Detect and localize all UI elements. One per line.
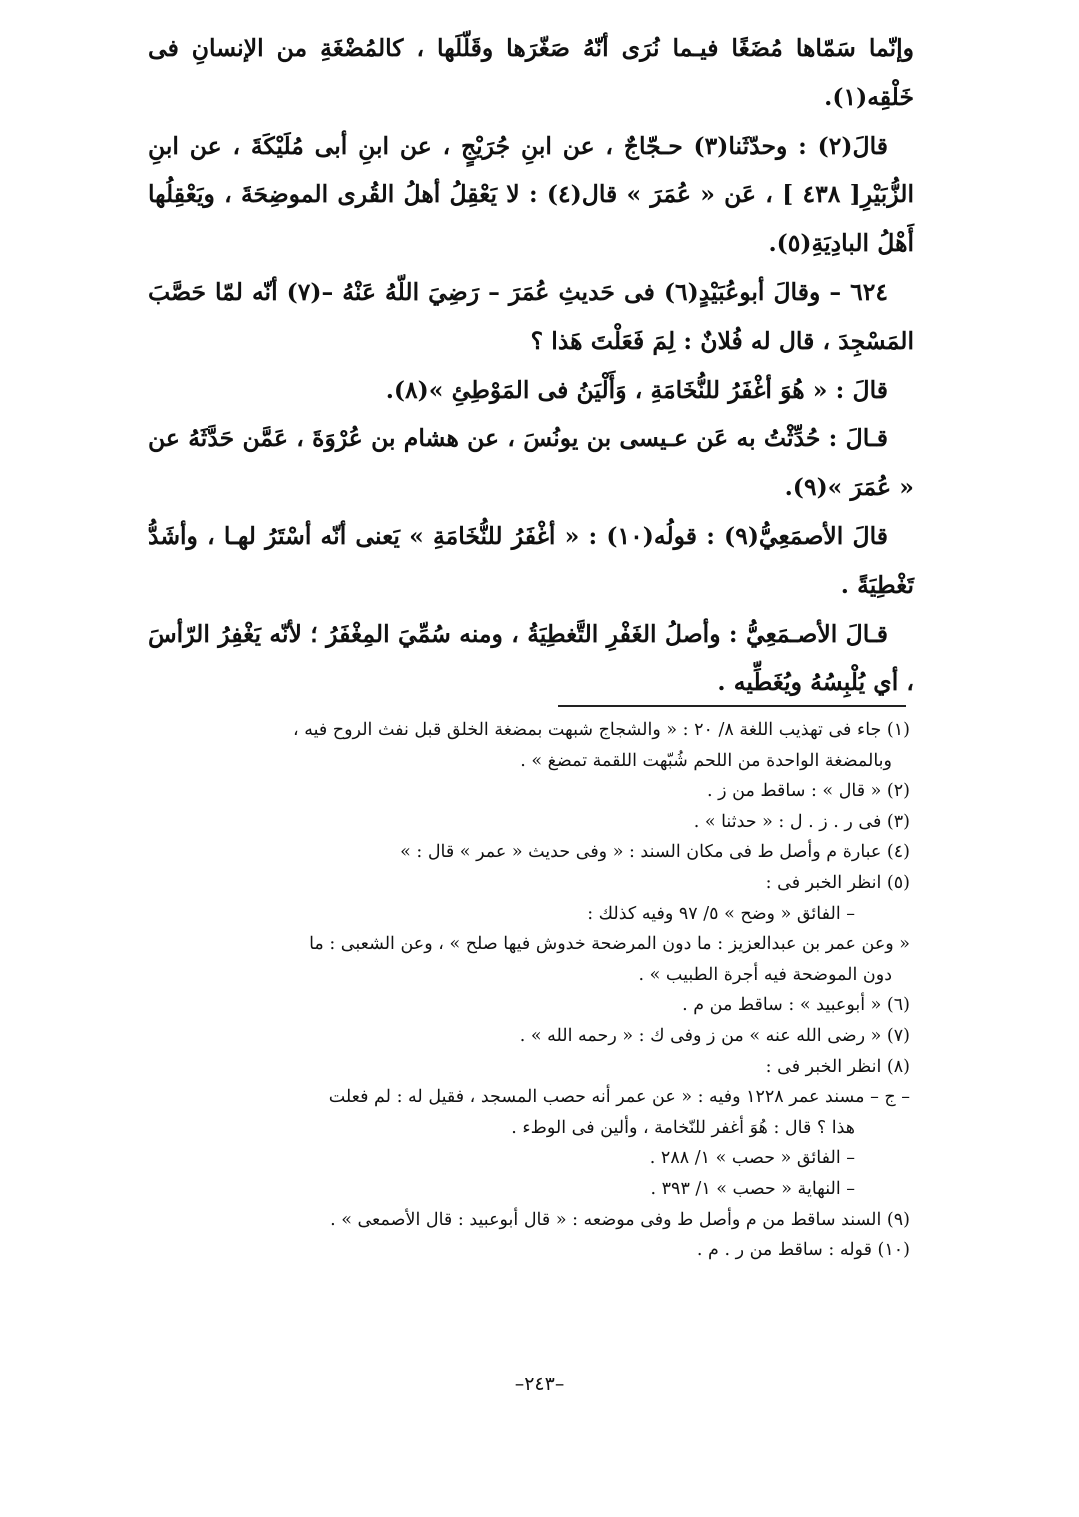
main-text xyxy=(148,24,914,707)
footnote-line: (٢) « قال » : ساقط من ز . xyxy=(707,781,910,802)
paragraph: قالَ(٢) : وحدّثَنا(٣) حـجّاجٌ ، عن ابنِ جُرَيْجٍ ، عن ابنِ أبى مُلَيْكَةَ ، عن ابنِ الزُّبَيْرِ[ ٤٣٨ ] ، عَن « عُمَرَ » قال(٤) : لا يَعْقِلُ أهلُ القُرى الموضِحَةَ ، ويَعْقِلُها أَهْلُ البادِيَةِ(٥). xyxy=(148,131,914,258)
paragraph: قالَ الأصمَعِيُّ(٩) : قولُه(١٠) : « أغْفَرُ للنُّخَامَةِ » يَعنى أنّه أسْتَرُ لهـا ، وأشَدُّ تَغْطِيَةً . xyxy=(148,521,914,599)
paragraph: ٦٢٤ – وقالَ أبوعُبَيْدٍ(٦) فى حَديثِ عُمَرَ – رَضِيَ اللّهُ عَنْهُ –(٧) أنّه لمّا حَصَّبَ المَسْجِدَ ، قال له فُلانٌ : لِمَ فَعَلْتَ هَذا ؟ xyxy=(148,277,914,355)
footnote-line: وبالمضغة الواحدة من اللحم شُبّهت اللقمة تمضغ » . xyxy=(520,750,892,771)
footnote-line: (٤) عبارة م وأصل ط فى مكان السند : « وفى حديث « عمر » قال : » xyxy=(400,842,910,863)
footnote-line: دون الموضحة فيه أجرة الطبيب » . xyxy=(638,964,892,985)
footnote-line: – الفائق « وضح » ٥/ ٩٧ وفيه كذلك : xyxy=(587,903,855,924)
footnote-line: هذا ؟ قال : هُوَ أغفر للنّخامة ، وألين فى الوطء . xyxy=(511,1117,855,1138)
footnote-line: (٣) فى ر . ز . ل : « حدثنا » . xyxy=(693,811,910,832)
footnote-line: « وعن عمر بن عبدالعزيز : ما دون المرضحة خدوش فيها صلح » ، وعن الشعبى : ما xyxy=(309,934,910,955)
footnote-line: (٨) انظر الخبر فى : xyxy=(765,1056,910,1077)
footnote-line: (٥) انظر الخبر فى : xyxy=(765,872,910,893)
footnote-line: – النهاية « حصب » ١/ ٣٩٣ . xyxy=(650,1178,855,1199)
footnote-line: (٦) « أبوعبيد » : ساقط من م . xyxy=(682,995,910,1016)
footnote-line: (١) جاء فى تهذيب اللغة ٨/ ٢٠ : « والشجاج شبهت بمضغة الخلق قبل نفث الروح فيه ، xyxy=(292,720,910,740)
page-number: –٢٤٣– xyxy=(514,1373,565,1395)
footnotes xyxy=(138,715,910,1266)
paragraph: وإنّما سَمّاها مُضَغًا فيـما نُرَى أنّهُ صَغّرَها وقَلّلَها ، كالمُضْغَةِ من الإنسانِ فى خَلْقِه(١). xyxy=(148,34,914,111)
paragraph: قالَ : « هُوَ أغْفَرُ للنُّخَامَةِ ، وَأَلْيَنُ فى المَوْطِئِ »(٨). xyxy=(385,375,888,404)
footnote-line: (٧) « رضى الله عنه » من ز وفى ك : « رحمه الله » . xyxy=(519,1025,910,1046)
footnote-separator xyxy=(558,705,906,707)
paragraph: قـالَ الأصـمَعِيُّ : وأصلُ الغَفْرِ التَّغطِيَةُ ، ومنه سُمِّيَ المِغْفَرُ ؛ لأنّه يَغْفِرُ الرّأسَ ، أي يُلْبِسُهُ ويُغَطِّيه . xyxy=(148,619,914,697)
footnote-line: – ج – مسند عمر ١٢٢٨ وفيه : « عن عمر أنه حصب المسجد ، فقيل له : لم فعلت xyxy=(328,1087,910,1108)
footnote-line: – الفائق « حصب » ١/ ٢٨٨ . xyxy=(649,1148,855,1169)
paragraph: قـالَ : حُدِّثْتُ به عَن عـيسى بن يونُسَ ، عن هشام بن عُرْوَةَ ، عَمَّن حَدَّثَهُ عن « عُمَرَ »(٩). xyxy=(148,424,914,502)
footnote-line: (١٠) قوله : ساقط من ر . م . xyxy=(696,1240,910,1261)
footnote-line: (٩) السند ساقط من م وأصل ط وفى موضعه : « قال أبوعبيد : قال الأصمعى » . xyxy=(330,1209,910,1230)
